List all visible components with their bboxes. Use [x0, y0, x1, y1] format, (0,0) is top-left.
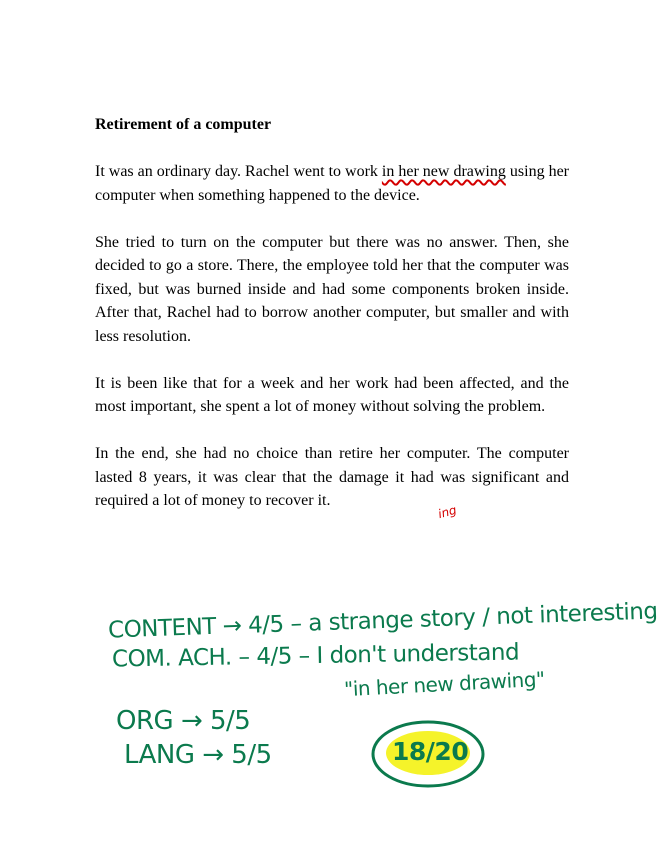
paragraph-1 [95, 160, 569, 207]
paragraph-2: She tried to turn on the computer but there was no answer. Then, she decided to go a store. There, the employee told her that the computer was fixed, but was burned inside and had some components broken inside. After that, Rachel had to borrow another computer, but smaller and with less resolution. [95, 233, 569, 345]
feedback-quote: "in her new drawing" [343, 666, 546, 702]
feedback-lang: LANG → 5/5 [124, 740, 272, 770]
total-score: 18/20 [392, 737, 469, 766]
essay-title: Retirement of a computer [95, 116, 272, 133]
feedback-content: CONTENT → 4/5 – a strange story / not interesting [107, 598, 658, 644]
underlined-phrase: in her new drawing [381, 163, 506, 180]
paragraph-1-end: using her computer when something happened to the device. [95, 163, 569, 204]
paragraph-3: It is been like that for a week and her work had been affected, and the most important, she spent a lot of money without solving the problem. [95, 374, 569, 415]
feedback-com-ach: COM. ACH. – 4/5 – I don't understand [111, 639, 520, 673]
paragraph-1-start: It was an ordinary day. Rachel went to work [95, 163, 382, 180]
paragraph-4-start: In the end, she had no choice than retire [95, 445, 373, 462]
paragraph-4-end: her computer. The computer lasted 8 years, it was clear that the damage it had was significant and required a lot of money to recover it. [95, 445, 569, 509]
paragraph-4 [95, 442, 569, 513]
feedback-org: ORG → 5/5 [116, 706, 251, 736]
inserted-correction: ing [436, 502, 459, 522]
essay-body [95, 113, 569, 513]
